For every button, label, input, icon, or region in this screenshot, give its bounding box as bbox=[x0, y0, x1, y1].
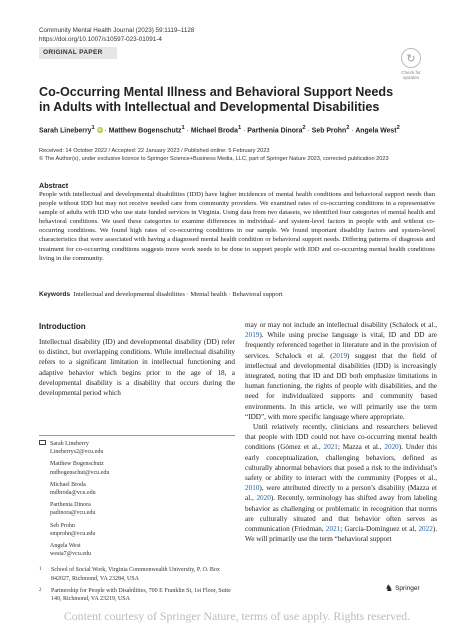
footnote-divider bbox=[39, 435, 235, 436]
check-for-updates-button[interactable] bbox=[394, 48, 428, 81]
contact-name: Parthenia Dinora bbox=[50, 502, 91, 509]
contact-email[interactable]: mdbogenschut@vcu.edu bbox=[50, 469, 110, 476]
contact-name: Seb Prohn bbox=[50, 522, 75, 529]
author-name[interactable]: Matthew Bogenschutz bbox=[108, 127, 182, 135]
doi-link[interactable]: https://doi.org/10.1007/s10597-023-01091-4 bbox=[39, 35, 162, 43]
intro-right-column bbox=[245, 320, 437, 544]
contact-name: Matthew Bogenschutz bbox=[50, 461, 104, 468]
author-affil-sup: 2 bbox=[396, 125, 400, 131]
article-title: Co-Occurring Mental Illness and Behavioral Support Needs in Adults with Intellectual and Developmental Disabilities bbox=[39, 85, 394, 114]
envelope-icon bbox=[39, 440, 46, 445]
check-updates-label: Check for updates bbox=[401, 70, 421, 81]
author-affil-sup: 2 bbox=[302, 125, 306, 131]
contact-entry bbox=[50, 501, 109, 517]
history-dates: Received: 14 October 2022 / Accepted: 22 January 2023 / Published online: 5 February 2023 bbox=[39, 148, 270, 154]
citation-link[interactable]: 2021 bbox=[323, 443, 338, 452]
journal-citation: Community Mental Health Journal (2023) 59:1119–1128 bbox=[39, 27, 195, 34]
footer-notice: Content courtesy of Springer Nature, terms of use apply. Rights reserved. bbox=[63, 609, 411, 623]
article-type-badge: ORIGINAL PAPER bbox=[39, 47, 117, 59]
copyright-line: © The Author(s), under exclusive licence to Springer Science+Business Media, LLC, part of Springer Nature 2023, corrected publication 2023 bbox=[39, 156, 389, 162]
contact-email[interactable]: westa7@vcu.edu bbox=[50, 551, 92, 558]
affiliation bbox=[39, 587, 235, 603]
author-affil-sup: 1 bbox=[237, 125, 242, 131]
author-name[interactable]: Seb Prohn bbox=[311, 127, 347, 135]
contact-entry bbox=[50, 542, 109, 558]
affiliation-number: 2 bbox=[39, 587, 42, 593]
intro-paragraph: Until relatively recently, clinicians and researchers believed that people with IDD could not have co-occurring mental health conditions (Gómez et al., 2021; Mazza et al., 2020). Under this early conceptualization, challenging behaviors, defined as culturally abnormal behaviors that posed a risk to the individual’s safety or ability to interact with the community (Poppes et al., 2010), were attributed directly to a person’s disability (Mazza et al., 2020). Recently, terminology has shifted away from labeling behavior as challenging or problematic in recognition that norms are culturally situated and that behavior often serves as communication (Friedman, 2021; García-Domínguez et al, 2022). We will primarily use the term “behavioral support bbox=[245, 423, 438, 544]
affiliation-text: Partnership for People with Disabilities, 700 E Franklin St, 1st Floor, Suite 140, Richmond, VA 23219, USA bbox=[51, 587, 231, 603]
affiliation-text: School of Social Work, Virginia Commonwealth University, P. O. Box 842027, Richmond, VA 23284, USA bbox=[51, 567, 220, 582]
keywords-list: Intellectual and developmental disabilities · Mental health · Behavioral support bbox=[73, 291, 283, 298]
contact-email[interactable]: Lineberrys2@vcu.edu bbox=[50, 449, 104, 456]
intro-left-column bbox=[39, 337, 235, 398]
citation-link[interactable]: 2021 bbox=[325, 525, 341, 534]
author-name[interactable]: Sarah Lineberry bbox=[39, 127, 92, 135]
affiliation-number: 1 bbox=[39, 567, 42, 573]
author-name[interactable]: Angela West bbox=[355, 127, 397, 135]
springer-horse-icon: ♞ bbox=[385, 583, 394, 593]
affiliation bbox=[39, 566, 235, 582]
contact-entry bbox=[50, 460, 109, 476]
publication-dates bbox=[39, 147, 439, 163]
contact-name: Sarah Lineberry bbox=[50, 441, 89, 447]
contact-email[interactable]: mdbroda@vcu.edu bbox=[50, 490, 96, 497]
publisher-name: Springer bbox=[395, 585, 420, 592]
abstract-heading: Abstract bbox=[39, 181, 69, 190]
intro-paragraph: Intellectual disability (ID) and developmental disability (DD) refer to distinct, but overlapping conditions. While intellectual disability refers to a significant limitation in intellectual functioning and adaptive behavior which begins prior to the age of 18, a developmental disability is a disability that occurs during the developmental period which bbox=[39, 338, 235, 398]
author-affil-sup: 2 bbox=[346, 125, 350, 131]
citation-link[interactable]: 2019 bbox=[332, 351, 348, 360]
contact-entry bbox=[50, 481, 109, 497]
keywords-label: Keywords bbox=[39, 291, 71, 298]
citation-link[interactable]: 2020 bbox=[256, 494, 271, 503]
orcid-icon[interactable]: iD bbox=[97, 127, 102, 133]
citation-link[interactable]: 2019 bbox=[245, 331, 260, 340]
publisher-logo bbox=[385, 583, 420, 594]
journal-info bbox=[39, 27, 194, 44]
author-affil-sup: 1 bbox=[91, 125, 95, 131]
contact-entry bbox=[50, 440, 109, 456]
contact-entry bbox=[50, 522, 109, 538]
introduction-heading: Introduction bbox=[39, 322, 86, 331]
contact-email[interactable]: padinora@vcu.edu bbox=[50, 510, 96, 517]
keywords bbox=[39, 290, 435, 299]
citation-link[interactable]: 2022 bbox=[418, 525, 433, 534]
citation-link[interactable]: 2020 bbox=[384, 443, 399, 452]
author-name[interactable]: Parthenia Dinora bbox=[247, 127, 303, 135]
contact-name: Michael Broda bbox=[50, 481, 86, 488]
author-affil-sup: 1 bbox=[181, 125, 185, 131]
check-updates-icon: ↻ bbox=[401, 48, 421, 68]
author-list: Sarah Lineberry$^1$ iD · Matthew Bogenschutz$^1$ · Michael Broda$^1$ · Parthenia Dinora$^2$ · Seb Prohn$^2$ · Angela West$^2$ bbox=[39, 125, 400, 135]
citation-link[interactable]: 2010 bbox=[245, 484, 260, 493]
author-contacts bbox=[39, 440, 235, 603]
author-name[interactable]: Michael Broda bbox=[190, 127, 238, 135]
contact-email[interactable]: smprohn@vcu.edu bbox=[50, 530, 96, 537]
abstract-text: People with intellectual and developmental disabilities (IDD) have higher incidences of mental health conditions and behavioral support needs than people without IDD but may not receive needed care from community providers. We examined rates of co-occurring conditions in a representative sample of adults with IDD who use state funded services in Virginia. Using data from two datasets, we identified four categories of mental health and behavioral conditions. We used these categories to examine differences in individual- and system-level factors in people with and without co-occurring conditions. We found high rates of co-occurring conditions in our sample. We found important disability factors and system-level characteristics that were associated with having a diagnosed mental health condition or behavioral support needs. Differing patterns of diagnosis and treatment for co-occurring conditions suggests more work needs to be done to support people with IDD and co-occurring mental health conditions living in the community. bbox=[39, 191, 435, 262]
intro-paragraph: may or may not include an intellectual disability (Schalock et al., 2019). While using precise language is vital, ID and DD are frequently referenced together in literature and in the provision of services. Schalock et al. (2019) suggest that the field of intellectual and developmental disabilities (IDD) is increasingly integrated, noting that ID and DD both emphasize limitations in human functioning, the rights of people with disabilities, and the need for individualized supports and community based environments. In this article, we will primarily use the term “IDD”, with more specific language where appropriate. bbox=[245, 321, 437, 421]
contact-name: Angela West bbox=[50, 543, 81, 550]
